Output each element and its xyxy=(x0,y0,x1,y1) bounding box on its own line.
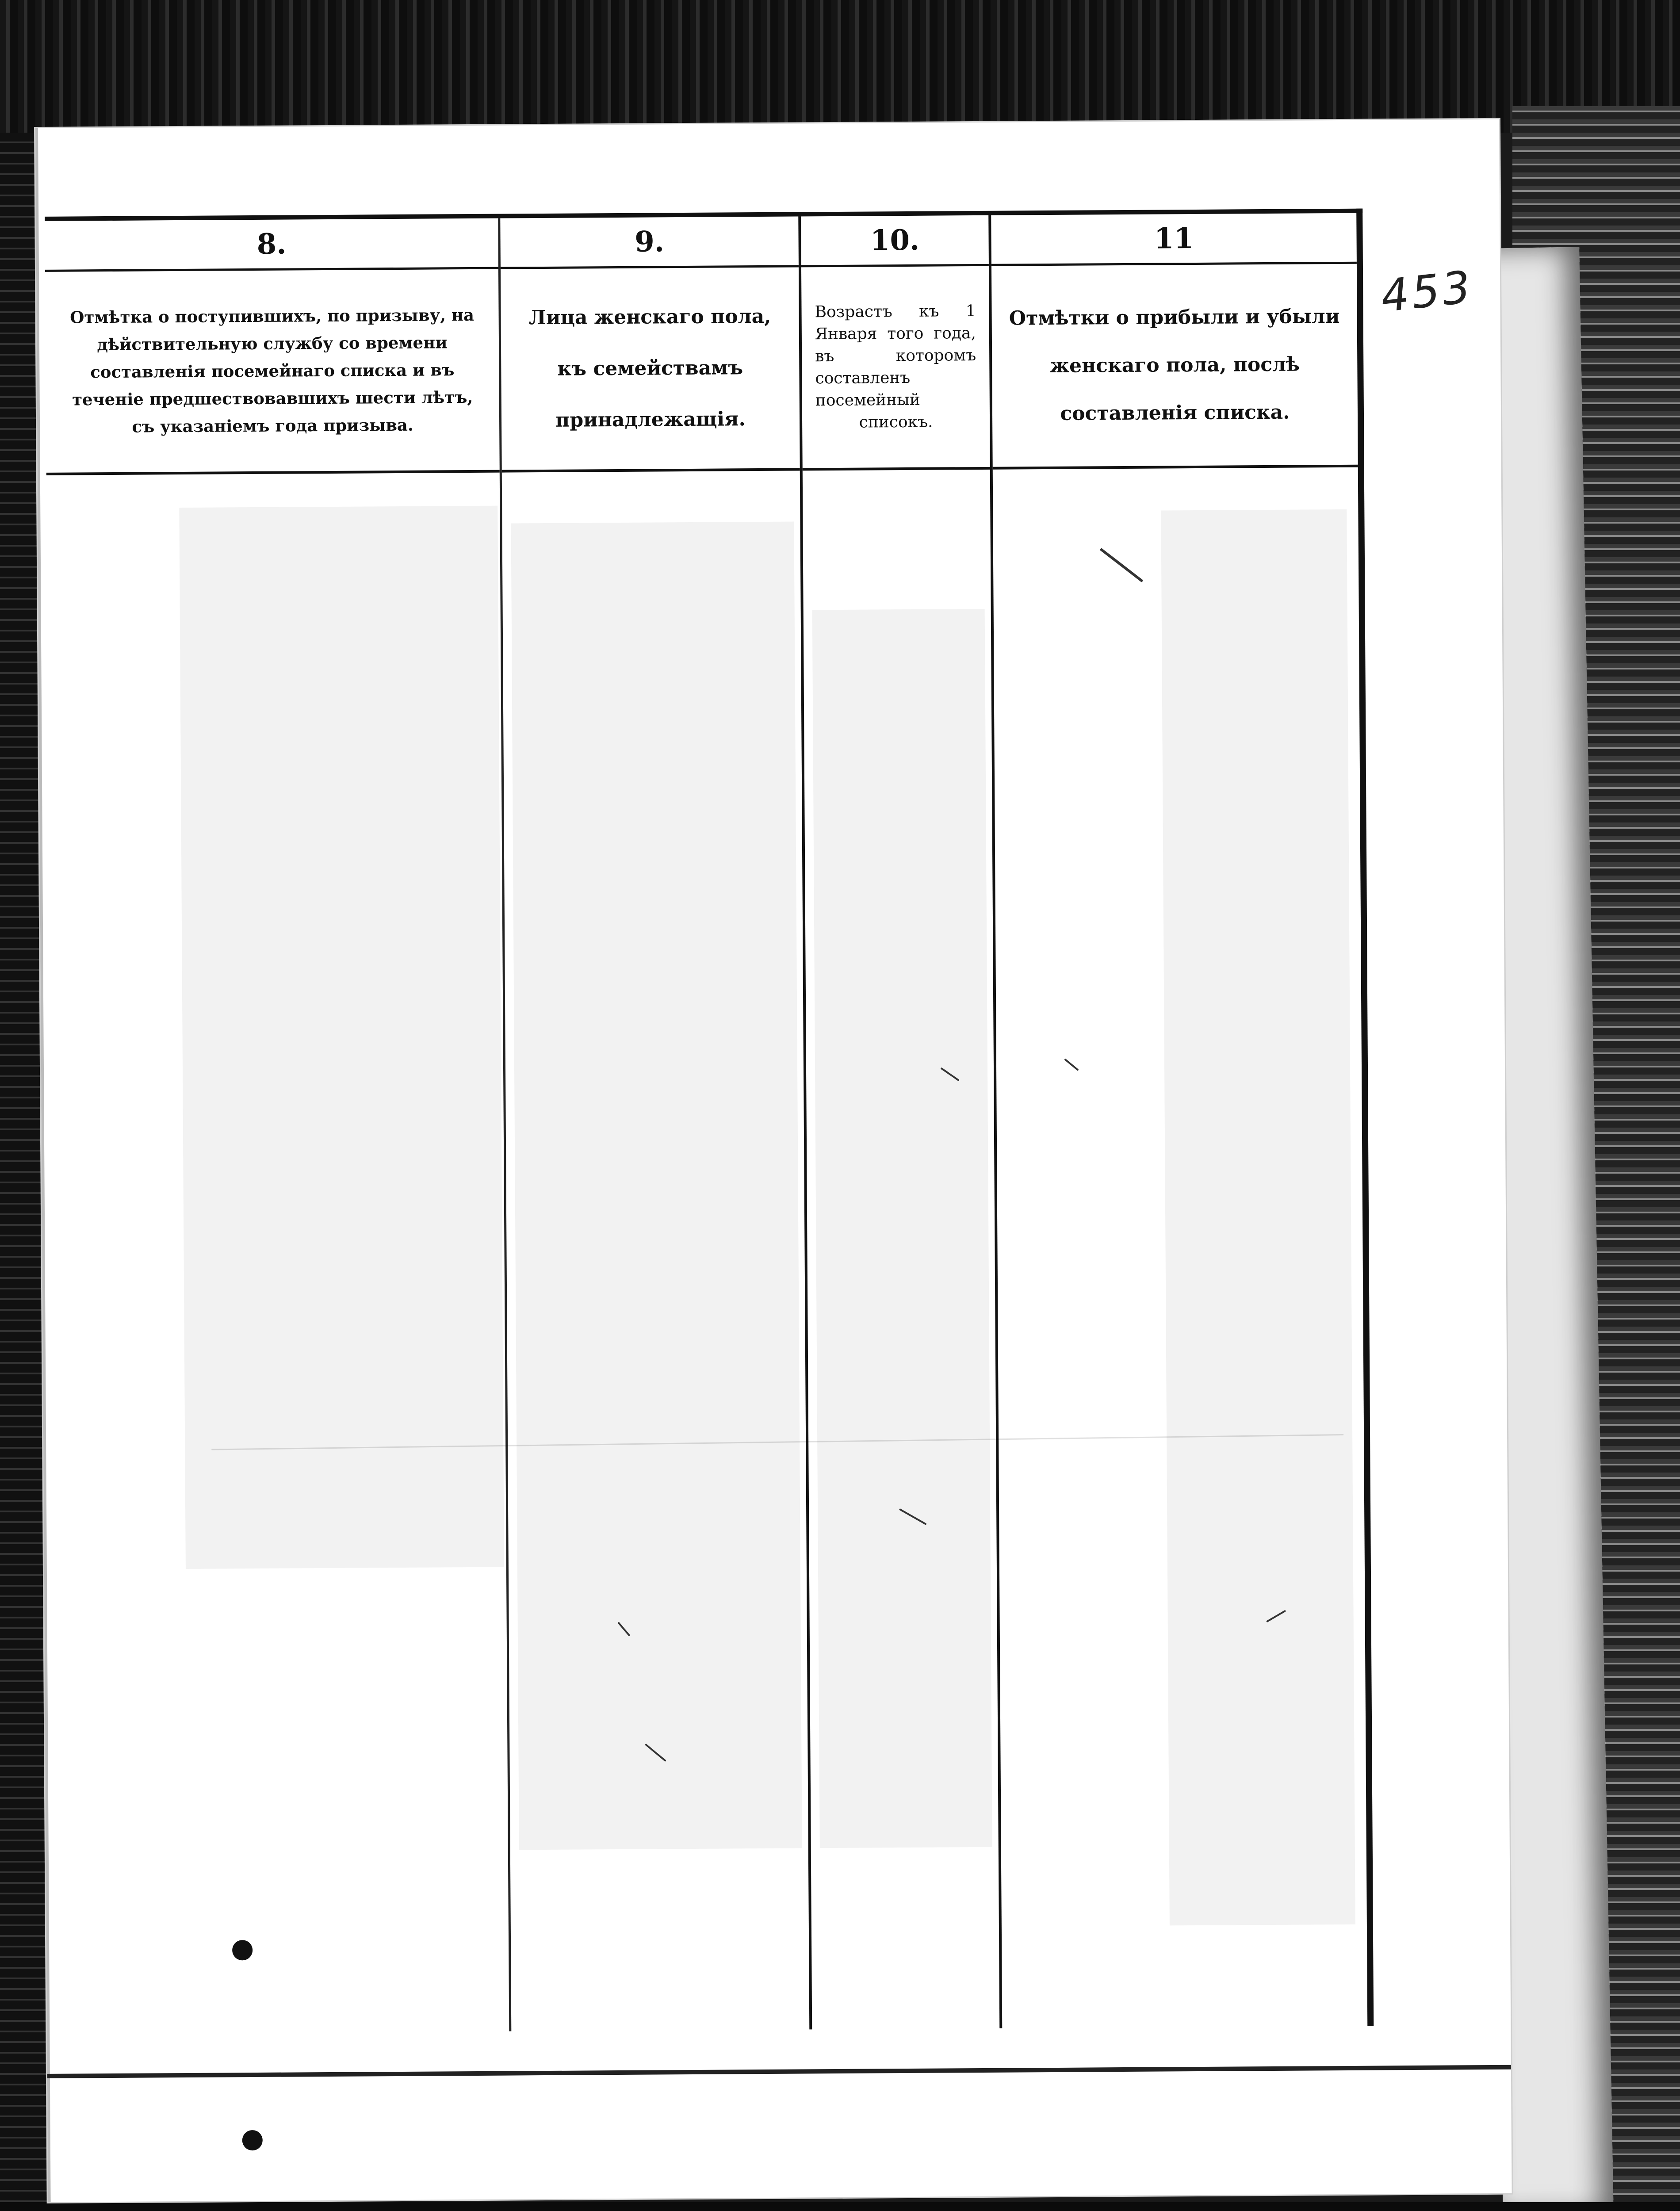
column-9 xyxy=(500,216,812,2031)
column-11 xyxy=(991,213,1367,2028)
column-header-text: Отмѣтка о поступившихъ, по призыву, на дѣйствительную службу со времени составленія посемейнаго списка и въ теченіе предшествовавшихъ шести лѣтъ, съ указаніемъ года призыва. xyxy=(70,305,475,436)
column-body xyxy=(46,479,509,2034)
ink-blot xyxy=(242,2130,263,2150)
column-number: 10. xyxy=(801,215,989,268)
column-header xyxy=(501,267,800,472)
document-page xyxy=(35,119,1512,2202)
bleed-through-shading xyxy=(511,522,802,1850)
scan-background-bottom xyxy=(0,2202,1680,2211)
handwritten-page-number: 453 xyxy=(1378,260,1476,322)
ink-speck xyxy=(1100,548,1144,582)
column-body xyxy=(502,477,809,2031)
column-8 xyxy=(45,218,511,2034)
column-10 xyxy=(801,215,1002,2030)
column-body xyxy=(993,474,1367,2028)
column-header-text: Возрастъ къ 1 Января того года, въ которомъ составленъ посемейный списокъ. xyxy=(815,302,976,432)
column-number: 9. xyxy=(500,216,799,269)
column-header xyxy=(991,264,1358,470)
ink-speck xyxy=(1064,1058,1079,1071)
ink-blot xyxy=(232,1940,253,1960)
column-header xyxy=(45,269,500,475)
bleed-through-shading xyxy=(1161,509,1355,1926)
bleed-through-shading xyxy=(179,506,504,1569)
column-header-text: Отмѣтки о прибыли и убыли женскаго пола, послѣ составленія списка. xyxy=(1009,305,1340,425)
column-header xyxy=(801,266,990,471)
register-form-table xyxy=(45,209,1374,2034)
column-number: 8. xyxy=(45,218,498,272)
bleed-through-shading xyxy=(812,609,992,1848)
column-body xyxy=(803,476,999,2030)
page-bottom-edge xyxy=(47,2065,1511,2078)
scan-background-top xyxy=(0,0,1680,133)
column-number: 11 xyxy=(991,213,1357,266)
column-header-text: Лица женскаго пола, къ семействамъ принадлежащія. xyxy=(528,305,771,432)
